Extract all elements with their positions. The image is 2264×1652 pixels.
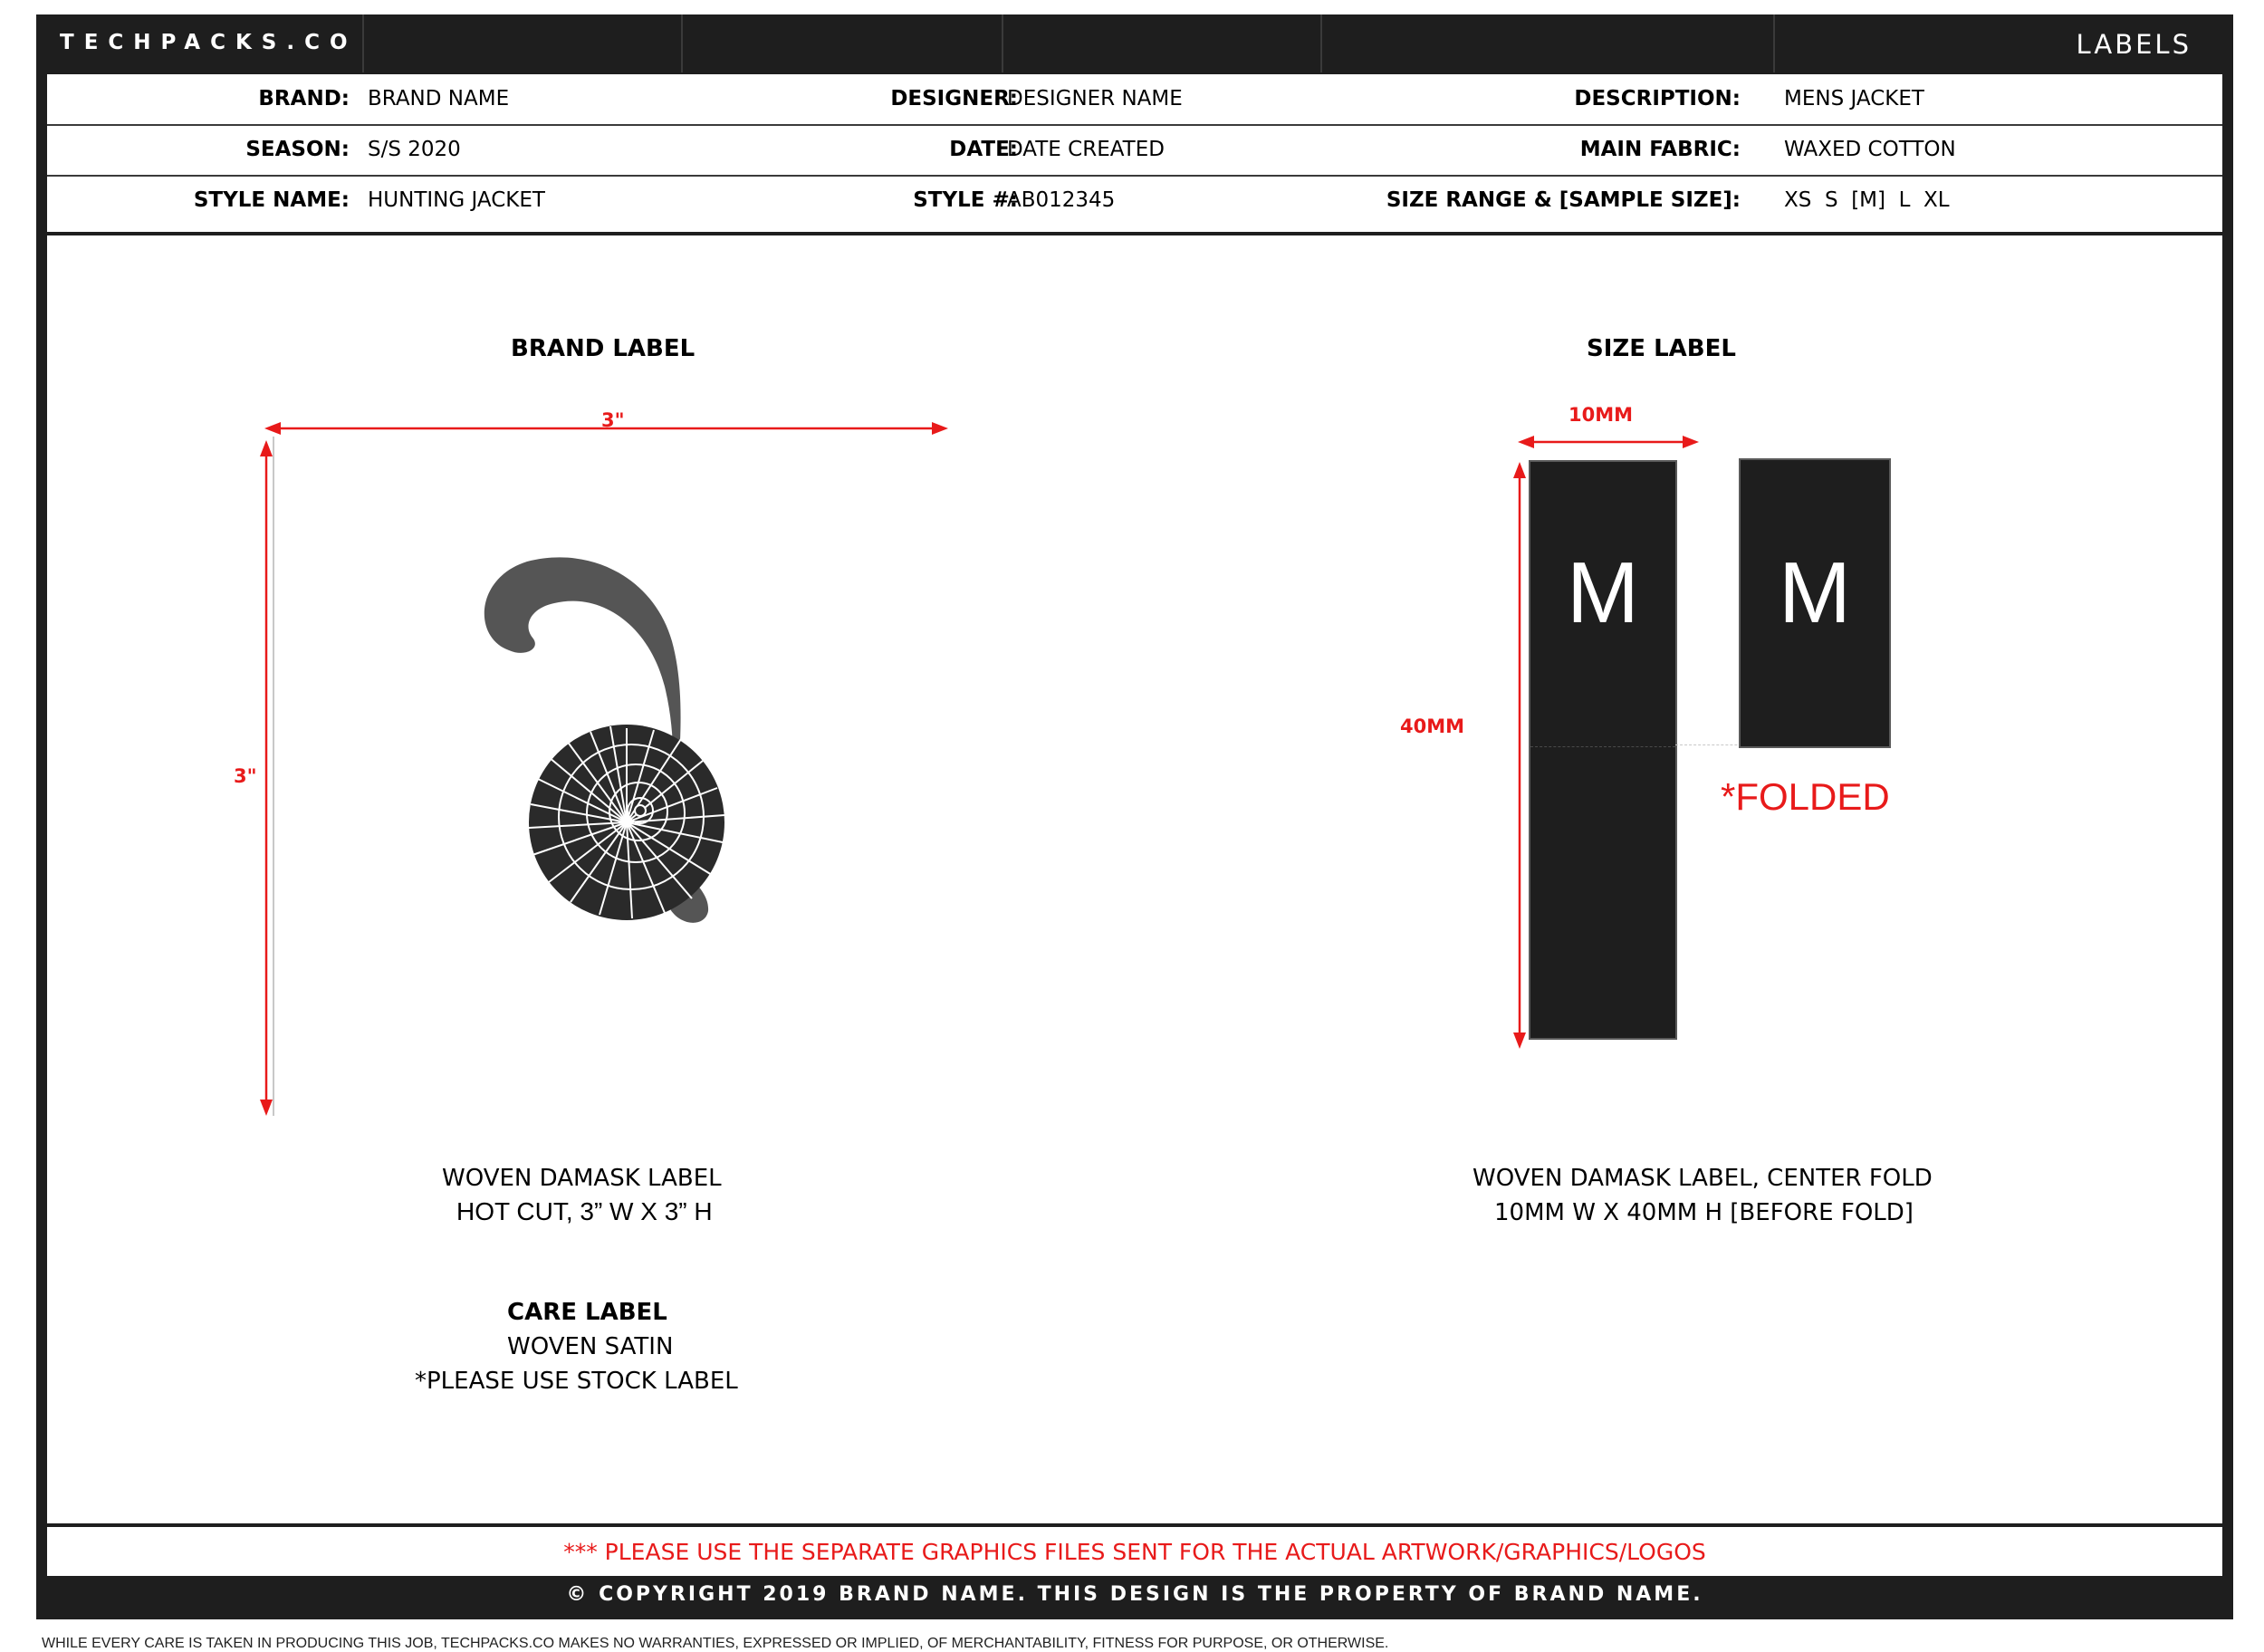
season-label: SEASON: — [245, 138, 350, 161]
brand-label-desc-line2: HOT CUT, 3” W X 3” H — [456, 1197, 713, 1225]
top-bar-divider — [1773, 14, 1775, 72]
size-label-unfolded — [1529, 460, 1677, 1040]
folded-note: *FOLDED — [1721, 775, 1890, 818]
page-frame — [36, 14, 2233, 1619]
top-bar-divider — [1002, 14, 1003, 72]
techpacks-logo: TECHPACKS.CO — [60, 31, 358, 54]
ammonite-logo-icon — [455, 551, 817, 931]
top-bar-divider — [681, 14, 683, 72]
brand-label-desc-line1: WOVEN DAMASK LABEL — [442, 1165, 722, 1192]
brand-width-dimension: 3" — [601, 409, 625, 431]
section-title: LABELS — [2076, 29, 2192, 60]
care-label-title: CARE LABEL — [507, 1299, 667, 1326]
top-bar-divider — [1320, 14, 1322, 72]
care-label-line2: *PLEASE USE STOCK LABEL — [415, 1368, 738, 1395]
brand-value: BRAND NAME — [368, 87, 510, 110]
brand-height-dimension: 3" — [234, 765, 257, 787]
copyright-notice: © COPYRIGHT 2019 BRAND NAME. THIS DESIGN IS THE PROPERTY OF BRAND NAME. — [566, 1583, 1703, 1606]
size-label-desc-line2: 10MM W X 40MM H [BEFORE FOLD] — [1494, 1199, 1914, 1226]
style-number-value: AB012345 — [1007, 188, 1116, 212]
header-row — [47, 74, 2222, 126]
size-range-value: XS S [M] L XL — [1784, 188, 1950, 212]
size-label-desc-line1: WOVEN DAMASK LABEL, CENTER FOLD — [1473, 1165, 1933, 1192]
brand-label-title: BRAND LABEL — [511, 335, 696, 362]
top-bar — [36, 14, 2233, 72]
main-fabric-label: MAIN FABRIC: — [1579, 138, 1741, 161]
date-value: DATE CREATED — [1007, 138, 1165, 161]
fold-line — [1530, 746, 1675, 747]
header-row — [47, 176, 2222, 226]
labels-panel — [47, 235, 2222, 1523]
size-letter: M — [1567, 544, 1639, 641]
designer-label: DESIGNER: — [890, 87, 1018, 110]
graphics-note-bar — [47, 1527, 2222, 1576]
brand-label: BRAND: — [258, 87, 350, 110]
spec-header-table — [47, 74, 2222, 232]
dimension-arrows — [47, 235, 2222, 1523]
graphics-note: *** PLEASE USE THE SEPARATE GRAPHICS FILES SENT FOR THE ACTUAL ARTWORK/GRAPHICS/LOGOS — [563, 1539, 1706, 1565]
style-number-label: STYLE #: — [913, 188, 1018, 212]
description-value: MENS JACKET — [1784, 87, 1924, 110]
size-height-arrow — [1513, 462, 1526, 1049]
style-name-value: HUNTING JACKET — [368, 188, 545, 212]
style-name-label: STYLE NAME: — [193, 188, 350, 212]
size-width-arrow — [1518, 436, 1699, 448]
date-label: DATE: — [949, 138, 1018, 161]
description-label: DESCRIPTION: — [1574, 87, 1741, 110]
disclaimer: WHILE EVERY CARE IS TAKEN IN PRODUCING THIS JOB, TECHPACKS.CO MAKES NO WARRANTIES, EXPRESSED OR IMPLIED, OF MERCHANTABILITY, FITNESS FOR PURPOSE, OR OTHERWISE. — [42, 1636, 1389, 1651]
designer-value: DESIGNER NAME — [1007, 87, 1183, 110]
size-label-title: SIZE LABEL — [1587, 335, 1736, 362]
top-bar-divider — [362, 14, 364, 72]
care-label-line1: WOVEN SATIN — [507, 1333, 674, 1360]
header-row — [47, 125, 2222, 177]
size-label-folded — [1739, 458, 1891, 748]
size-width-dimension: 10MM — [1568, 404, 1634, 426]
size-range-label: SIZE RANGE & [SAMPLE SIZE]: — [1386, 188, 1741, 212]
size-height-dimension: 40MM — [1400, 716, 1465, 737]
brand-height-arrow — [260, 440, 273, 1116]
main-fabric-value: WAXED COTTON — [1784, 138, 1956, 161]
folded-size-letter: M — [1779, 544, 1851, 641]
season-value: S/S 2020 — [368, 138, 461, 161]
